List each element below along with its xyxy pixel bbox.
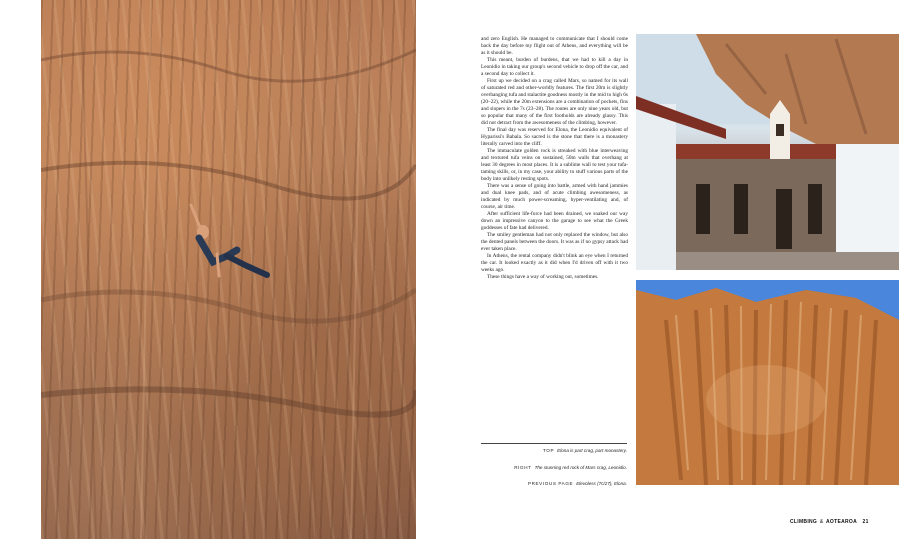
body-paragraph: The immaculate golden rock is streaked with blue interweaving and textured tufa veins on sustained, 50m walls that overhang at least 30 degrees in most places. It is a sublime wall to test your tufa-taming skills, or, in my case, your ability to stuff various parts of the body into unlikely resting spots. [481, 148, 628, 182]
rock-texture-graphic [41, 0, 416, 539]
caption-right [481, 465, 627, 471]
magazine-name-part2: AOTEAROA [825, 519, 857, 525]
monastery-photo [636, 34, 899, 270]
caption-top [481, 448, 627, 454]
caption-tag: RIGHT [514, 465, 532, 470]
body-paragraph: First up we decided on a crag called Mars, so named for its wall of saturated red and other-worldly features. The first 20m is slightly overhanging tufa and stalactite goodness mostly in the mid to high 6s (20–22), while the 20m extensions are a combination of pockets, fins and slopers in the 7s (23–28). The routes are only nine years old, but so popular that many of the first footholds are already glassy. This did not detract from the awesomeness of the climbing, however. [481, 78, 628, 126]
red-rock-photo [636, 280, 899, 485]
body-paragraph: The smiley gentleman had not only replaced the window, but also the dented panels between the doors. It was as if no gypsy attack had ever taken place. [481, 232, 628, 252]
body-paragraph: and zero English. He managed to communicate that I should come back the day before my flight out of Athens, and everything will be as it should be. [481, 36, 628, 56]
body-paragraph: After sufficient life-force had been drained, we snaked our way down an impressive canyon to the garage to see what the Greek goddesses of fate had delivered. [481, 211, 628, 231]
body-paragraph: In Athens, the rental company didn't blink an eye when I returned the car. It looked exactly as it did when I'd driven off with it two weeks ago. [481, 253, 628, 273]
body-paragraph: There was a sense of going into battle, armed with hand jammies and dual knee pads, and of acute climbing awesomeness, as indicated by much power-screaming, hyper-ventilating and, of course, air time. [481, 183, 628, 210]
caption-tag: PREVIOUS PAGE [527, 481, 574, 486]
magazine-name-ampersand: & [819, 519, 824, 525]
magazine-name-part1: CLIMBING [790, 519, 818, 525]
caption-text: Elevoless (7c/27), Elona. [576, 481, 627, 486]
caption-text: The stunning red rock of Mars crag, Leonidio. [534, 465, 627, 470]
monastery-graphic [636, 34, 899, 270]
left-page-margin [0, 0, 41, 539]
caption-previous-page [481, 481, 627, 487]
page-gutter [416, 0, 464, 539]
article-body [481, 36, 628, 281]
body-paragraph: These things have a way of working out, sometimes. [487, 274, 599, 280]
body-paragraph: The final day was reserved for Elona, the Leonidio equivalent of Hyparissi's Babala. So sacred is the stone that there is a monastery literally carved into the cliff. [481, 127, 628, 147]
body-paragraph: This meant, burden of burdens, that we had to kill a day in Leonidio in taking our group's second vehicle to drop off the car, and a second day to collect it. [481, 57, 628, 77]
caption-tag: TOP [542, 448, 555, 453]
page-number: 21 [862, 519, 869, 525]
red-rock-graphic [636, 280, 899, 485]
caption-divider [481, 443, 627, 444]
caption-text: Elona is part crag, part monastery. [557, 448, 627, 453]
climber-figure [191, 205, 267, 276]
climber-photo [41, 0, 416, 539]
folio [790, 519, 890, 525]
